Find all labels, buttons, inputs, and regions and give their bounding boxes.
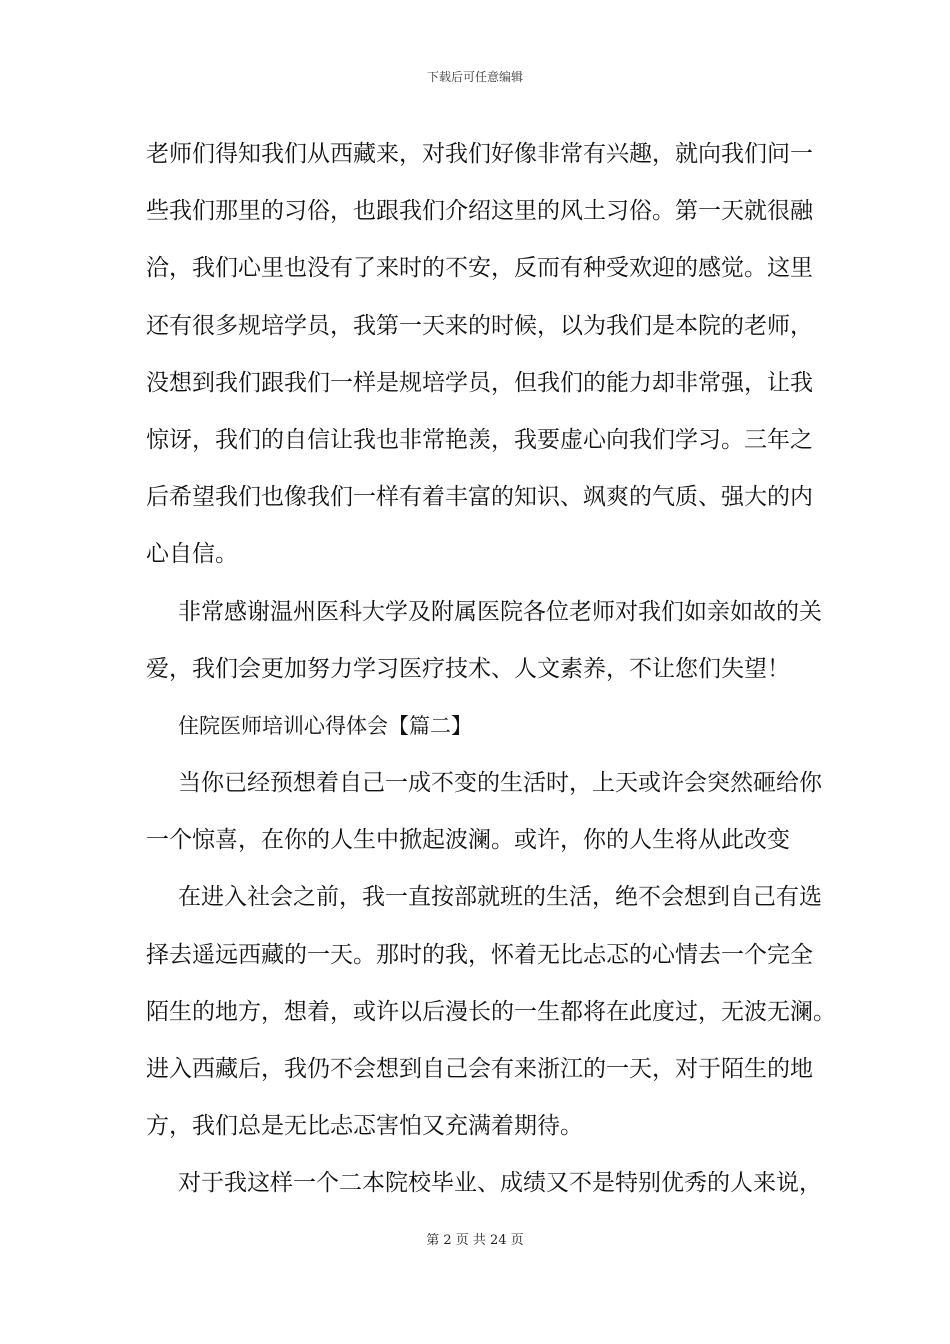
text-line: 当你已经预想着自己一成不变的生活时，上天或许会突然砸给你 (178, 770, 822, 797)
text-line: 对于我这样一个二本院校毕业、成绩又不是特别优秀的人来说， (178, 1170, 822, 1197)
text-line: 方，我们总是无比忐忑害怕又充满着期待。 (146, 1113, 583, 1140)
text-line: 没想到我们跟我们一样是规培学员，但我们的能力却非常强，让我 (146, 369, 813, 396)
page-number: 第 2 页 共 24 页 (426, 1233, 524, 1248)
text-line: 非常感谢温州医科大学及附属医院各位老师对我们如亲如故的关 (178, 598, 822, 625)
text-line: 惊讶，我们的自信让我也非常艳羡，我要虚心向我们学习。三年之 (146, 426, 813, 453)
text-line: 还有很多规培学员，我第一天来的时候，以为我们是本院的老师， (146, 312, 813, 339)
text-line: 洽，我们心里也没有了来时的不安，反而有种受欢迎的感觉。这里 (146, 255, 813, 282)
text-line: 心自信。 (146, 541, 238, 568)
text-line: 陌生的地方，想着，或许以后漫长的一生都将在此度过，无波无澜。 (146, 998, 836, 1025)
text-line: 择去遥远西藏的一天。那时的我，怀着无比忐忑的心情去一个完全 (146, 941, 813, 968)
text-line: 些我们那里的习俗，也跟我们介绍这里的风土习俗。第一天就很融 (146, 198, 813, 225)
document-body (146, 126, 836, 1213)
section-heading: 住院医师培训心得体会【篇二】 (178, 713, 472, 738)
text-line: 在进入社会之前，我一直按部就班的生活，绝不会想到自己有选 (178, 884, 822, 911)
text-line: 一个惊喜，在你的人生中掀起波澜。或许，你的人生将从此改变 (146, 827, 790, 854)
text-line: 老师们得知我们从西藏来，对我们好像非常有兴趣，就向我们问一 (146, 141, 813, 167)
page-header: 下载后可任意编辑 (426, 70, 523, 84)
text-line: 后希望我们也像我们一样有着丰富的知识、飒爽的气质、强大的内 (146, 484, 813, 511)
text-line: 爱，我们会更加努力学习医疗技术、人文素养，不让您们失望！ (146, 655, 790, 682)
text-line: 进入西藏后，我仍不会想到自己会有来浙江的一天，对于陌生的地 (146, 1056, 813, 1082)
